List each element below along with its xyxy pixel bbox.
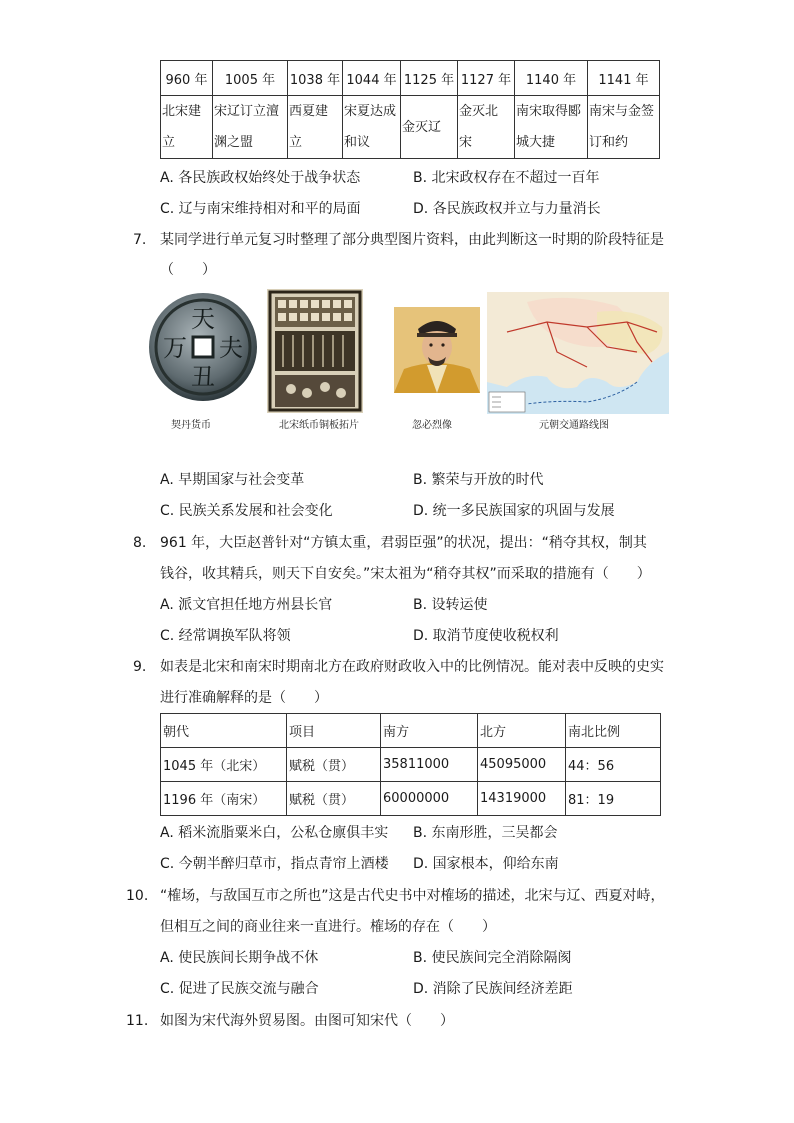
q8-number: 8. [133,535,147,551]
q10-option-b[interactable]: B. 使民族间完全消除隔阂 [413,950,572,966]
q9-option-b[interactable]: B. 东南形胜，三吴都会 [413,825,558,841]
q11-number: 11. [126,1013,149,1029]
table-cell: 赋税（贯） [287,748,381,782]
q8-option-c[interactable]: C. 经常调换军队将领 [160,628,291,644]
q9-option-c[interactable]: C. 今朝半醉归草市，指点青帘上酒楼 [160,856,389,872]
caption-khitan-coin: 契丹货币 [171,420,211,431]
q9-option-a[interactable]: A. 稻米流脂粟米白，公私仓廪俱丰实 [160,825,389,841]
table-cell: 81：19 [566,782,661,816]
khitan-coin-image [147,291,259,403]
q7-option-c[interactable]: C. 民族关系发展和社会变化 [160,503,333,519]
q7-stem: 某同学进行单元复习时整理了部分典型图片资料，由此判断这一时期的阶段特征是 [160,232,664,248]
header-cell: 项目 [287,714,381,748]
event-cell: 宋夏达成 和议 [343,96,401,159]
year-cell: 1127 年 [458,61,515,96]
event-cell: 北宋建 立 [161,96,213,159]
event-cell: 金灭北 宋 [458,96,515,159]
event-cell: 金灭辽 [401,96,458,159]
table-cell: 35811000 [381,748,478,782]
q7-option-a[interactable]: A. 早期国家与社会变革 [160,472,305,488]
header-cell: 北方 [478,714,566,748]
fiscal-revenue-table [160,713,661,816]
q10-option-a[interactable]: A. 使民族间长期争战不休 [160,950,319,966]
caption-kublai: 忽必烈像 [412,420,452,431]
coin-char-top: 天 [191,305,215,333]
event-cell: 宋辽订立澶 渊之盟 [213,96,288,159]
q9-stem-line1: 如表是北宋和南宋时期南北方在政府财政收入中的比例情况。能对表中反映的史实 [160,659,664,675]
table-header-row [161,714,661,748]
header-cell: 南方 [381,714,478,748]
caption-paper-money: 北宋纸币铜板拓片 [279,420,359,431]
q9-stem-line2: 进行准确解释的是（ ） [160,690,328,706]
year-cell: 1140 年 [515,61,588,96]
table-cell: 赋税（贯） [287,782,381,816]
q8-option-d[interactable]: D. 取消节度使收税权利 [413,628,559,644]
q10-option-d[interactable]: D. 消除了民族间经济差距 [413,981,573,997]
event-cell: 南宋取得郾 城大捷 [515,96,588,159]
q10-option-c[interactable]: C. 促进了民族交流与融合 [160,981,319,997]
yuan-transport-map-image [487,292,669,414]
table-cell: 1045 年（北宋） [161,748,287,782]
timeline-events-row [161,96,660,159]
coin-char-bottom: 丑 [191,363,215,391]
table-cell: 60000000 [381,782,478,816]
q7-paren: （ ） [160,262,216,278]
q10-number: 10. [126,888,149,904]
q7-option-b[interactable]: B. 繁荣与开放的时代 [413,472,544,488]
q10-stem-line2: 但相互之间的商业往来一直进行。榷场的存在（ ） [160,919,496,935]
timeline-years-row [161,61,660,96]
song-paper-money-rubbing-image [267,289,363,413]
q6-option-c[interactable]: C. 辽与南宋维持相对和平的局面 [160,201,361,217]
q8-stem-line2: 钱谷，收其精兵，则天下自安矣。”宋太祖为“稍夺其权”而采取的措施有（ ） [160,566,651,582]
year-cell: 1005 年 [213,61,288,96]
kublai-khan-portrait-image [394,307,480,393]
caption-yuan-map: 元朝交通路线图 [539,420,609,431]
q8-option-a[interactable]: A. 派文官担任地方州县长官 [160,597,333,613]
q10-stem-line1: “榷场，与敌国互市之所也”这是古代史书中对榷场的描述，北宋与辽、西夏对峙， [160,888,665,904]
q7-option-d[interactable]: D. 统一多民族国家的巩固与发展 [413,503,615,519]
q6-option-a[interactable]: A. 各民族政权始终处于战争状态 [160,170,361,186]
year-cell: 1044 年 [343,61,401,96]
timeline-table [160,60,660,159]
q6-option-b[interactable]: B. 北宋政权存在不超过一百年 [413,170,600,186]
year-cell: 1038 年 [288,61,343,96]
event-cell: 南宋与金签 订和约 [588,96,660,159]
q9-option-d[interactable]: D. 国家根本，仰给东南 [413,856,559,872]
q7-number: 7. [133,232,147,248]
q6-option-d[interactable]: D. 各民族政权并立与力量消长 [413,201,601,217]
header-cell: 朝代 [161,714,287,748]
year-cell: 1141 年 [588,61,660,96]
table-cell: 14319000 [478,782,566,816]
coin-char-left: 万 [163,334,187,362]
table-cell: 45095000 [478,748,566,782]
table-cell: 1196 年（南宋） [161,782,287,816]
q9-number: 9. [133,659,147,675]
q8-option-b[interactable]: B. 设转运使 [413,597,488,613]
q11-stem: 如图为宋代海外贸易图。由图可知宋代（ ） [160,1013,454,1029]
q8-stem-line1: 961 年，大臣赵普针对“方镇太重，君弱臣强”的状况，提出：“稍夺其权，制其 [160,535,647,551]
year-cell: 1125 年 [401,61,458,96]
table-row [161,748,661,782]
coin-char-right: 夫 [219,334,243,362]
table-cell: 44：56 [566,748,661,782]
event-cell: 西夏建 立 [288,96,343,159]
table-row [161,782,661,816]
year-cell: 960 年 [161,61,213,96]
header-cell: 南北比例 [566,714,661,748]
